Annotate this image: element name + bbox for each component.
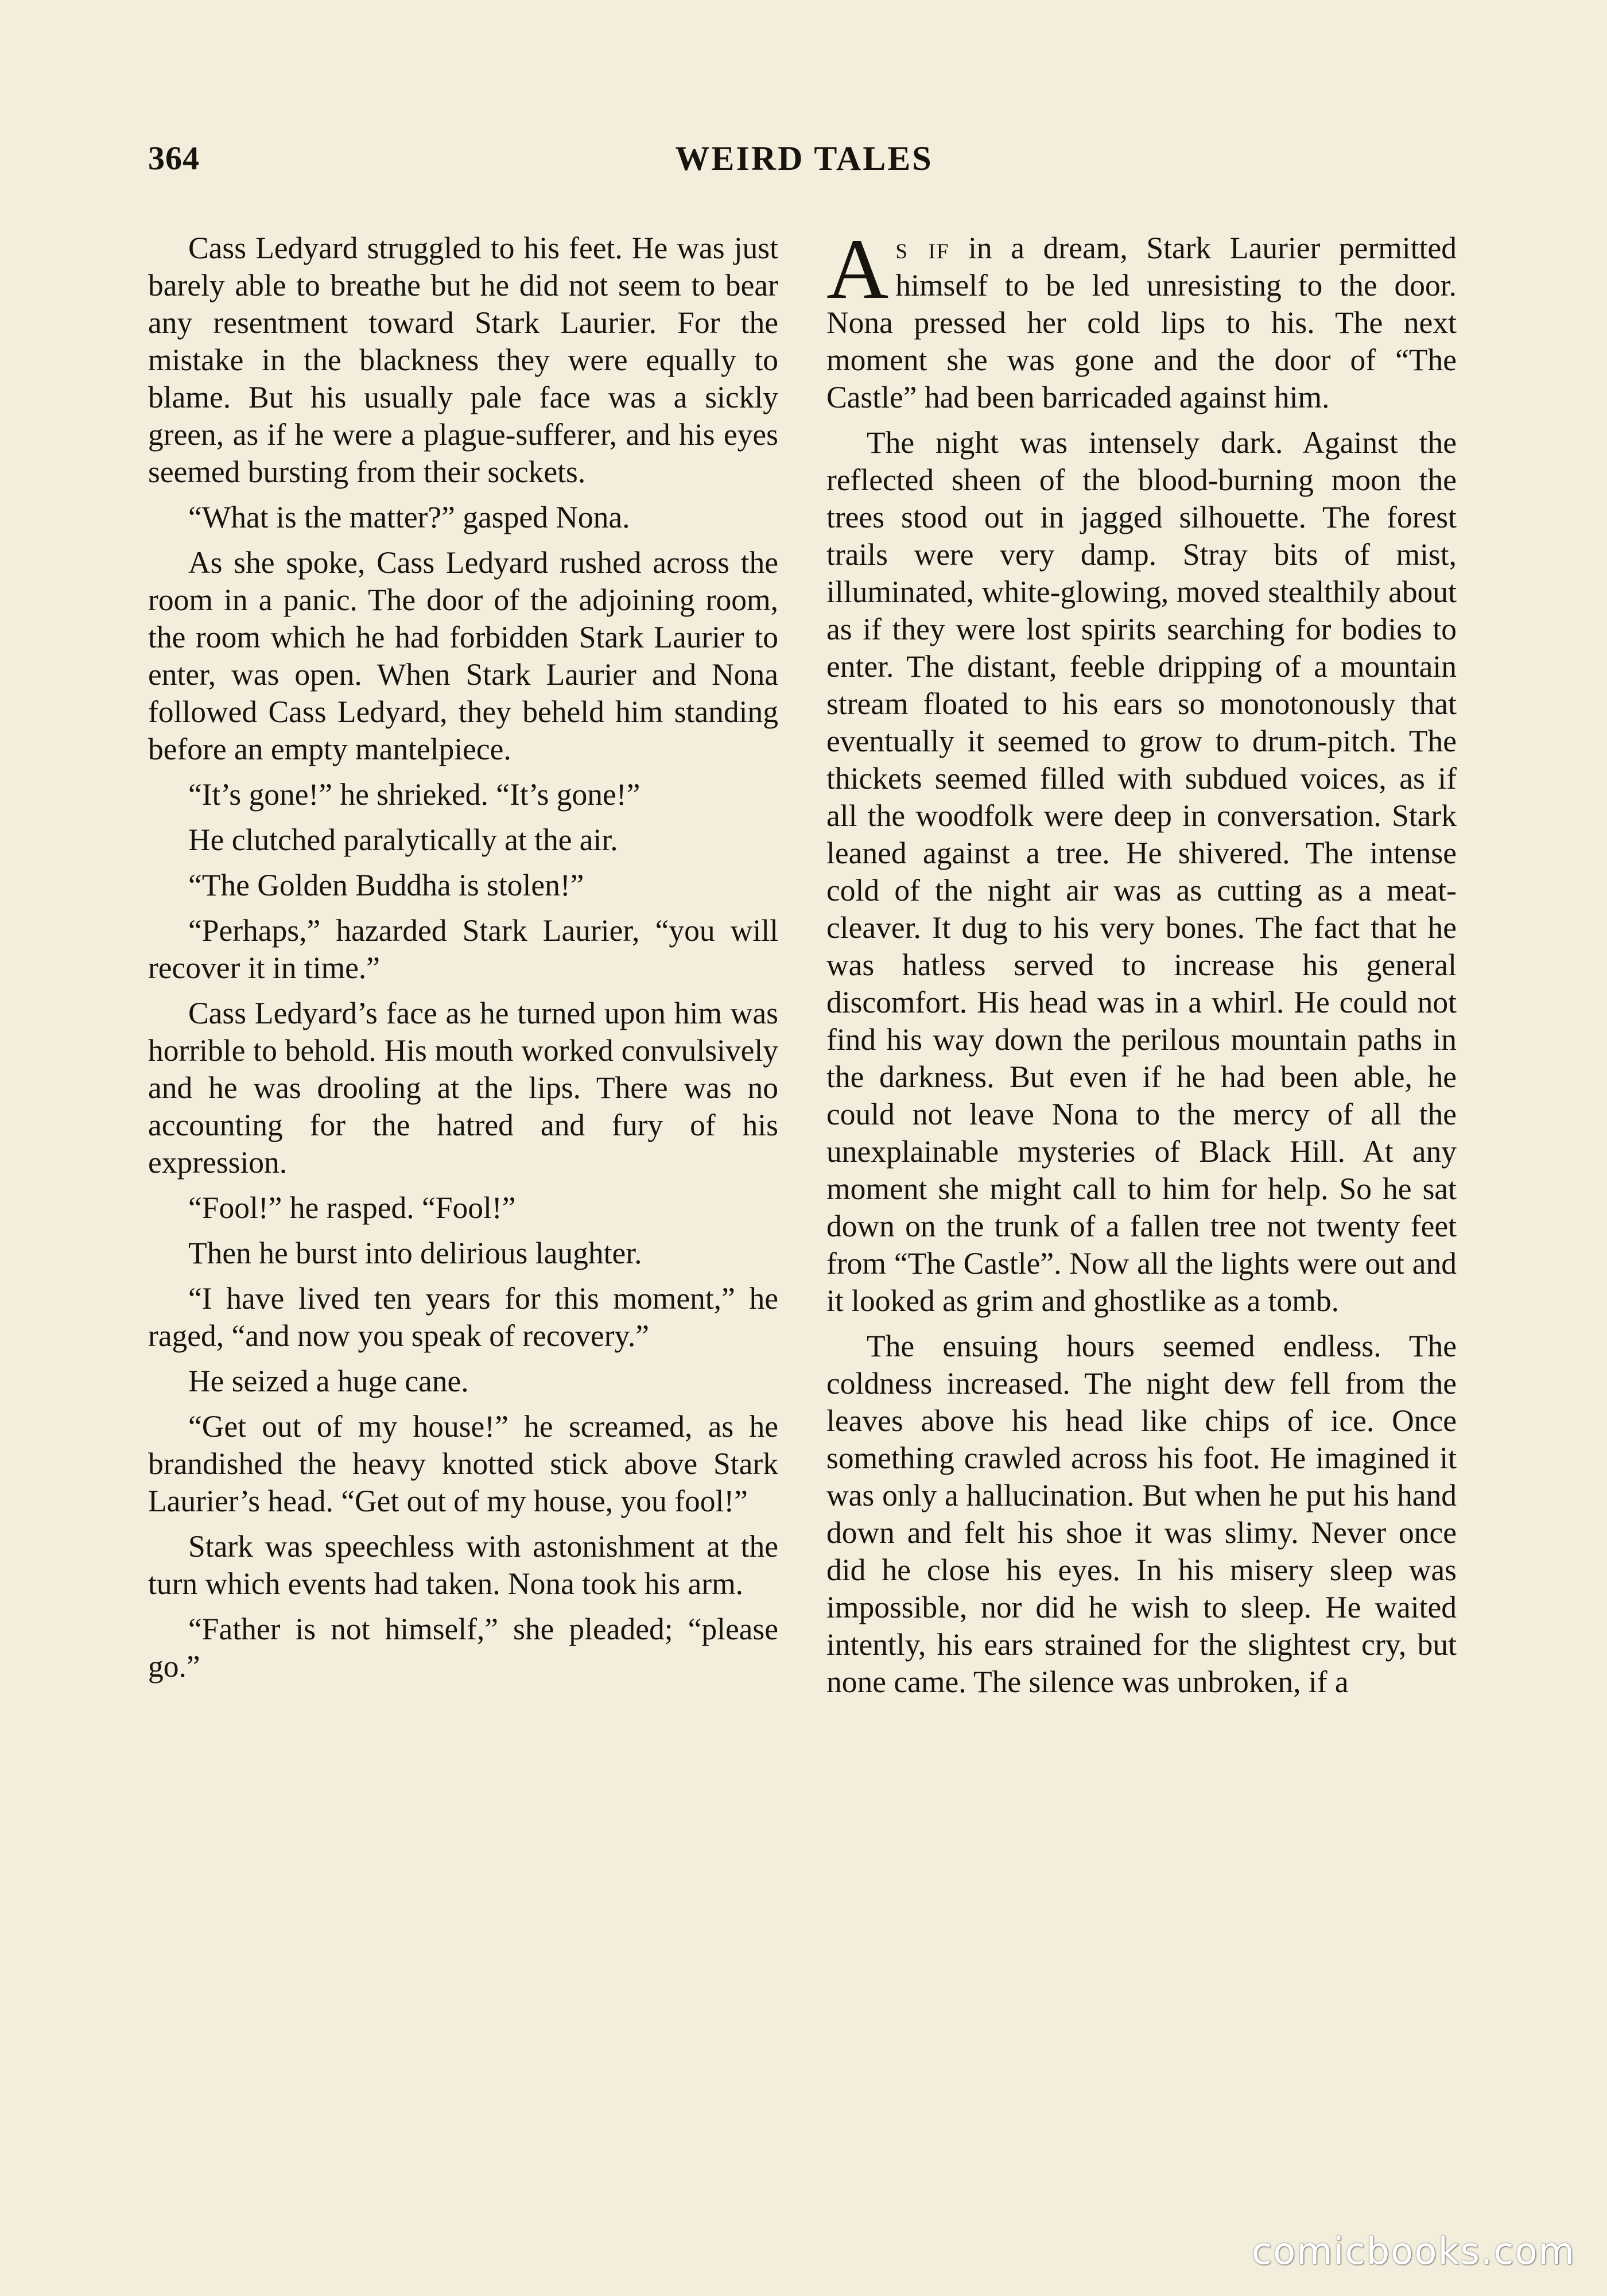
- right-column: [826, 222, 1457, 1709]
- paragraph: “Get out of my house!” he screamed, as he brandished the heavy knotted stick above Stark Laurier’s head. “Get out of my house, you fool!”: [148, 1409, 778, 1518]
- page-header: [148, 139, 1460, 191]
- drop-cap: A: [826, 222, 889, 317]
- paragraph: “Perhaps,” hazarded Stark Laurier, “you will recover it in time.”: [148, 913, 778, 985]
- watermark-logo: comicbooks.com: [1251, 2231, 1575, 2273]
- paragraph: “The Golden Buddha is stolen!”: [188, 868, 584, 902]
- paragraph: “What is the matter?” gasped Nona.: [188, 500, 630, 534]
- paragraph: The night was intensely dark. Against the reflected sheen of the blood-burning moon the trees stood out in jagged silhouette. The forest trails were very damp. Stray bits of mist, illuminated, white-glowing, moved stealthily about as if they were lost spirits searching for bodies to enter. The distant, feeble dripping of a mountain stream floated to his ears so monotonously that eventually it seemed to grow to drum-pitch. The thickets seemed filled with subdued voices, as if all the woodfolk were deep in conversation. Stark leaned against a tree. He shivered. The intense cold of the night air was as cutting as a meat-cleaver. It dug to his very bones. The fact that he was hatless served to increase his general discomfort. His head was in a whirl. He could not find his way down the perilous mountain paths in the darkness. But even if he had been able, he could not leave Nona to the mercy of all the unexplainable mysteries of Black Hill. At any moment she might call to him for help. So he sat down on the trunk of a fallen tree not twenty feet from “The Castle”. Now all the lights were out and it looked as grim and ghostlike as a tomb.: [826, 425, 1457, 1318]
- paragraph-text: in a dream, Stark Laurier permitted himself to be led unresisting to the door. Nona pressed her cold lips to his. The next moment she was gone and the door of “The Castle” had been barricaded against him.: [826, 231, 1457, 414]
- running-title: WEIRD TALES: [675, 139, 933, 177]
- paragraph: “I have lived ten years for this moment,” he raged, “and now you speak of recovery.”: [148, 1281, 778, 1353]
- paragraph: Cass Ledyard struggled to his feet. He was just barely able to breathe but he did not seem to bear any resentment toward Stark Laurier. For the mistake in the blackness they were equally to blame. But his usually pale face was a sickly green, as if he were a plague-sufferer, and his eyes seemed bursting from their sockets.: [148, 231, 778, 489]
- paragraph: “Fool!” he rasped. “Fool!”: [188, 1190, 516, 1225]
- paragraph: Then he burst into delirious laughter.: [188, 1236, 642, 1270]
- paragraph: As she spoke, Cass Ledyard rushed across the room in a panic. The door of the adjoining room, the room which he had forbidden Stark Laurier to enter, was open. When Stark Laurier and Nona followed Cass Ledyard, they beheld him standing before an empty mantelpiece.: [148, 545, 778, 766]
- paragraph: Cass Ledyard’s face as he turned upon him was horrible to behold. His mouth worked convulsively and he was drooling at the lips. There was no accounting for the hatred and fury of his expression.: [148, 996, 778, 1180]
- paragraph: He seized a huge cane.: [188, 1364, 469, 1398]
- paragraph: “It’s gone!” he shrieked. “It’s gone!”: [188, 777, 641, 812]
- small-caps-lead: s if: [895, 231, 950, 265]
- paragraph: Stark was speechless with astonishment at the turn which events had taken. Nona took his arm.: [148, 1529, 778, 1601]
- paragraph: The ensuing hours seemed endless. The coldness increased. The night dew fell from the leaves above his head like chips of ice. Once something crawled across his foot. He imagined it was only a hallucination. But when he put his hand down and felt his shoe it was slimy. Never once did he close his eyes. In his misery sleep was impossible, nor did he wish to sleep. He waited intently, his ears strained for the slightest cry, but none came. The silence was unbroken, if a: [826, 1329, 1457, 1699]
- paragraph: “Father is not himself,” she pleaded; “please go.”: [148, 1612, 778, 1684]
- opening-paragraph: [826, 222, 1457, 416]
- page-number: 364: [148, 139, 200, 177]
- left-column: [148, 230, 778, 1693]
- paragraph: He clutched paralytically at the air.: [188, 823, 618, 857]
